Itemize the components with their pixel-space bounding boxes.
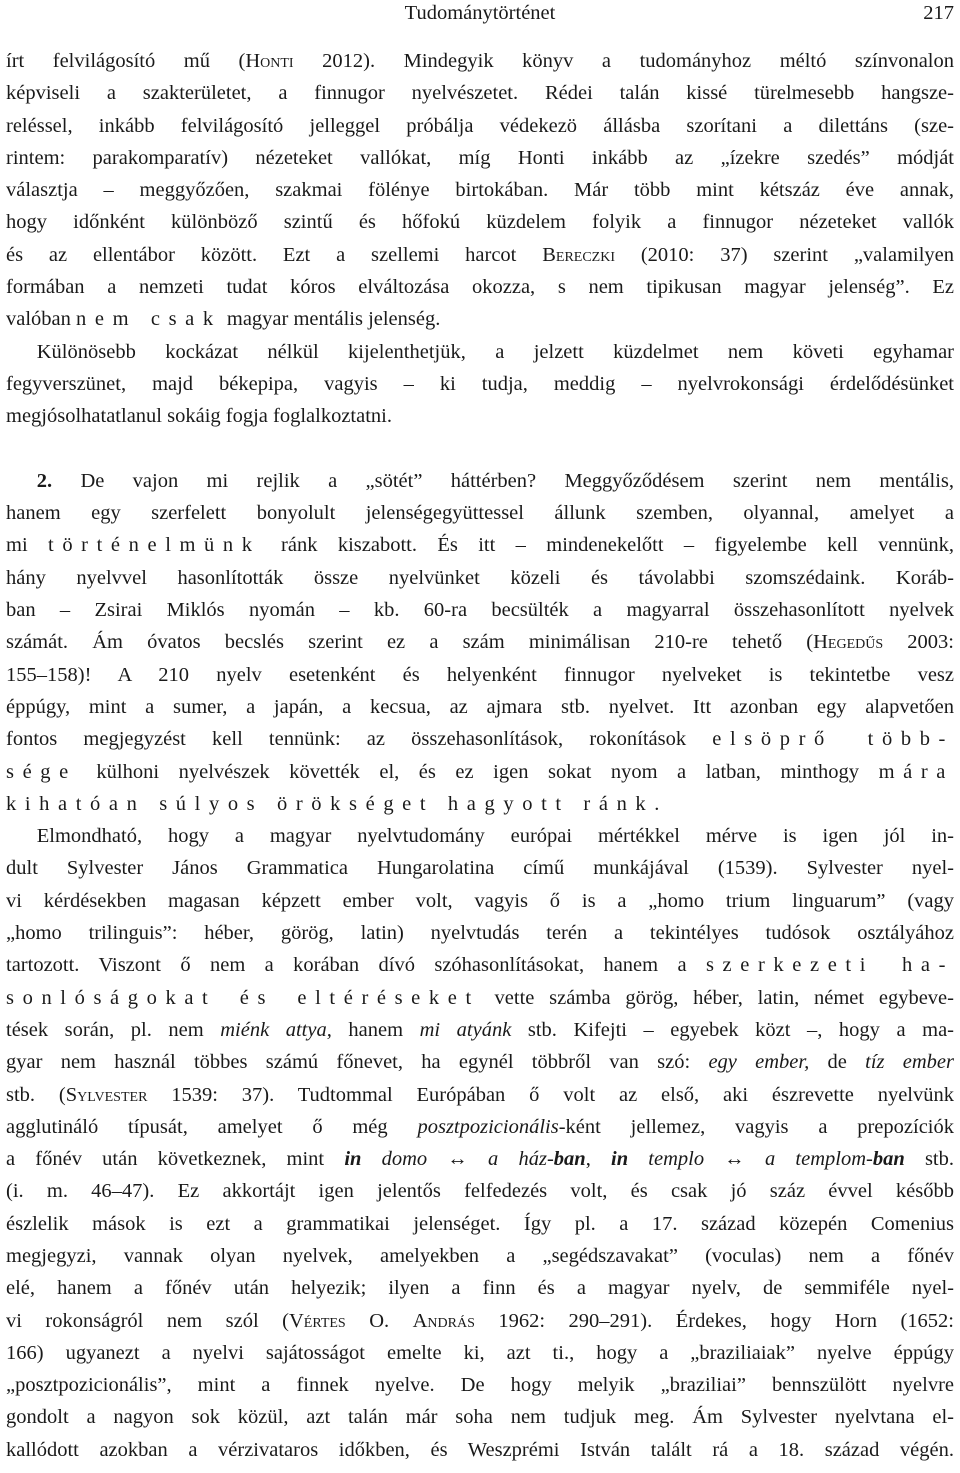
- text-run: képviseli a szakterületet, a finnugor nyelvészetet. Rédei talán kissé türelmesebb hangsze-: [6, 82, 954, 105]
- text-run: stb.: [904, 1148, 955, 1171]
- emphasis: a ház-: [488, 1148, 554, 1171]
- text-line: [6, 529, 954, 561]
- emphasis: miénk attya,: [220, 1018, 332, 1041]
- text-line: [6, 788, 954, 820]
- text-run: dult Sylvester János Grammatica Hungarolatina című munkájával (1539). Sylvester nyel-: [6, 857, 954, 880]
- emphasis: domo: [361, 1148, 428, 1171]
- text-line: [6, 626, 954, 658]
- text-line: [6, 852, 954, 884]
- text-line: [6, 239, 954, 271]
- text-run: O.: [345, 1309, 413, 1332]
- text-run: ,: [585, 1148, 612, 1171]
- text-line: [6, 691, 954, 723]
- text-run: fegyverszünet, majd békepipa, vagyis – ki tudja, meddig – nyelvrokonsági érdelődésünket: [6, 372, 954, 395]
- text-line: [6, 659, 954, 691]
- text-line: [6, 400, 954, 432]
- text-run: vette számba görög, héber, latin, német egybeve-: [479, 986, 954, 1009]
- paragraph-gap: [6, 433, 954, 465]
- text-run: 1539: 37). Tudtommal Európában ő volt az első, aki észrevette nyelvünk: [147, 1083, 955, 1106]
- text-line: [6, 756, 954, 788]
- text-run: vi kérdésekben magasan képzett ember volt, vagyis ő is a „homo trium linguarum” (vagy: [6, 889, 954, 912]
- emphasis: ban: [872, 1148, 905, 1171]
- text-run: 2003:: [883, 631, 954, 654]
- author-name: Sylvester: [65, 1083, 148, 1106]
- text-line: [6, 368, 954, 400]
- text-line: [6, 562, 954, 594]
- text-run: magyar mentális jelenség.: [221, 308, 441, 331]
- text-run: valóban: [6, 308, 77, 331]
- text-run: 166) ugyanezt a nyelvi sajátosságot emelte ki, azt ti., hogy a „braziliaiak” nyelve éppúgy: [6, 1341, 954, 1364]
- text-run: éppúgy, mint a sumer, a japán, a kecsua, az ajmara stb. nyelvet. Itt azonban egy alapvetően: [6, 695, 954, 718]
- author-name: Honti: [245, 50, 294, 72]
- text-run: stb. (: [6, 1083, 66, 1106]
- text-line: [6, 303, 954, 335]
- text-line: [6, 45, 954, 77]
- text-run: megjósolhatatlanul sokáig fogja foglalkoztatni.: [6, 405, 392, 428]
- text-line: [6, 465, 954, 497]
- text-run: rintem: parakomparatív) nézeteket vallókat, míg Honti inkább az „ízekre szedés” módját: [6, 146, 954, 169]
- page-number: 217: [923, 2, 954, 24]
- text-run: stb. Kifejti – egyebek közt –, hogy a ma-: [511, 1018, 954, 1041]
- text-run: ban – Zsirai Miklós nyomán – kb. 60-ra becsülték a magyarral összehasonlított nyelvek: [6, 599, 954, 622]
- text-line: [6, 271, 954, 303]
- text-run: megjegyzi, vannak olyan nyelvek, amelyekben a „segédszavakat” (voculas) nem a főnév: [6, 1244, 954, 1267]
- text-line: [6, 917, 954, 949]
- text-run: elé, hanem a főnév után helyezik; ilyen a finn és a magyar nyelv, de semmiféle nyel-: [6, 1277, 954, 1300]
- text-run: észlelik mások is ezt a grammatikai jelenséget. Így pl. a 17. század közepén Comenius: [6, 1212, 954, 1235]
- emphasis: ban: [553, 1148, 586, 1171]
- text-run: de: [809, 1051, 866, 1074]
- text-line: [6, 885, 954, 917]
- text-run: tartozott. Viszont ő nem a korában dívó szóhasonlításokat, hanem a: [6, 954, 706, 977]
- spaced-emphasis: mára: [878, 760, 954, 783]
- text-run: 1962: 290–291). Érdekes, hogy Horn (1652:: [474, 1309, 955, 1332]
- text-line: [6, 820, 954, 852]
- text-line: [6, 206, 954, 238]
- text-line: [6, 1369, 954, 1401]
- text-line: [6, 1175, 954, 1207]
- text-run: választja – meggyőzően, szakmai fölénye birtokában. Már több mint kétszáz éve annak,: [6, 179, 954, 202]
- text-line: [6, 594, 954, 626]
- spaced-emphasis: elsöprő több-: [712, 728, 954, 751]
- text-run: számát. Ám óvatos becslés szerint ez a szám minimálisan 210-re tehető (: [6, 631, 814, 654]
- spaced-emphasis: történelmünk: [48, 534, 261, 557]
- text-line: [6, 1143, 954, 1175]
- text-run: ↔: [427, 1148, 489, 1171]
- author-name: Hegedűs: [813, 631, 884, 654]
- text-line: [6, 1337, 954, 1369]
- text-run: hány nyelvvel hasonlították össze nyelvünket közeli és távolabbi szomszédaink. Koráb-: [6, 566, 954, 589]
- text-run: formában a nemzeti tudat kóros elváltozása okozza, s nem tipikusan magyar jelenség”. Ez: [6, 276, 954, 299]
- emphasis: 2.: [36, 469, 53, 492]
- emphasis: in: [611, 1148, 629, 1171]
- spaced-emphasis: nem csak: [76, 308, 222, 331]
- text-run: vi rokonságról nem szól (: [6, 1309, 289, 1332]
- text-line: [6, 1434, 954, 1466]
- text-run: ránk kiszabott. És itt – mindenekelőtt – figyelembe kell vennünk,: [260, 534, 954, 557]
- body-text: [6, 45, 954, 1466]
- running-head: [0, 2, 960, 28]
- text-run: „homo trilinguis”: héber, görög, latin) nyelvtudás terén a tekintélyes tudósok osztályához: [6, 922, 954, 945]
- emphasis: mi atyánk: [419, 1018, 512, 1041]
- spaced-emphasis: szerkezeti ha-: [705, 954, 955, 977]
- text-line: [6, 1046, 954, 1078]
- text-run: Különösebb kockázat nélkül kijelenthetjük, a jelzett küzdelmet nem követi egyhamar: [6, 340, 954, 363]
- text-line: [6, 1401, 954, 1433]
- text-run: gyar nem használ többes számú főnevet, ha egynél többről van szó:: [6, 1051, 709, 1074]
- text-run: külhoni nyelvészek követték el, és ez igen sokat nyom a latban, minthogy: [76, 760, 879, 783]
- text-run: ↔: [704, 1148, 765, 1171]
- text-line: [6, 1272, 954, 1304]
- emphasis: posztpozicionális: [417, 1115, 559, 1138]
- author-name: Vértes: [288, 1309, 346, 1332]
- text-line: [6, 1111, 954, 1143]
- text-line: [6, 723, 954, 755]
- emphasis: egy ember,: [708, 1051, 810, 1074]
- text-run: (2010: 37) szerint „valamilyen: [615, 243, 955, 266]
- emphasis: in: [344, 1148, 362, 1171]
- text-run: -ként jellemez, vagyis a prepozíciók: [558, 1115, 954, 1138]
- text-line: [6, 1079, 954, 1111]
- text-line: [6, 949, 954, 981]
- text-line: [6, 1240, 954, 1272]
- text-run: De vajon mi rejlik a „sötét” háttérben? Meggyőződésem szerint nem mentális,: [52, 469, 954, 492]
- text-run: agglutináló típusát, amelyet ő még: [6, 1115, 418, 1138]
- spaced-emphasis: sonlóságokat és eltéréseket: [6, 986, 480, 1009]
- text-line: [6, 1014, 954, 1046]
- text-run: hogy időnként különböző szintű és hőfokú küzdelem folyik a finnugor nézeteket vallók: [6, 211, 954, 234]
- text-run: 155–158)! A 210 nyelv esetenként és helyenként finnugor nyelveket is tekintetbe vesz: [6, 663, 954, 686]
- text-run: hanem: [331, 1018, 420, 1041]
- text-line: [6, 1208, 954, 1240]
- text-run: „posztpozicionális”, mint a finnek nyelve. De hogy melyik „braziliai” bennszülött nyelvre: [6, 1374, 954, 1397]
- text-run: fontos megjegyzést kell tennünk: az összehasonlítások, rokonítások: [6, 728, 713, 751]
- emphasis: templo: [628, 1148, 705, 1171]
- running-title: Tudománytörténet: [404, 2, 556, 24]
- author-name: András: [412, 1309, 475, 1332]
- text-run: [6, 470, 37, 492]
- text-run: mi: [6, 534, 49, 557]
- text-line: [6, 110, 954, 142]
- text-run: hanem egy szerfelett bonyolult jelenségegyüttessel állunk szemben, olyannal, amelyet a: [6, 502, 954, 525]
- emphasis: a templom-: [764, 1148, 873, 1171]
- text-run: és az ellentábor között. Ezt a szellemi harcot: [6, 243, 543, 266]
- text-run: (i. m. 46–47). Ez akkortájt igen jelentős felfedezés volt, és csak jó száz évvel később: [6, 1180, 954, 1203]
- text-line: [6, 142, 954, 174]
- text-run: írt felvilágosító mű (: [6, 50, 246, 72]
- text-run: 2012). Mindegyik könyv a tudományhoz méltó színvonalon: [293, 50, 954, 72]
- text-run: tések során, pl. nem: [6, 1018, 221, 1041]
- text-run: a főnév után következnek, mint: [6, 1148, 345, 1171]
- text-run: gondolt a nagyon sok közül, azt talán már soha nem tudjuk meg. Ám Sylvester nyelvtana el-: [6, 1406, 954, 1429]
- text-line: [6, 982, 954, 1014]
- spaced-emphasis: kihatóan súlyos örökséget hagyott ránk.: [6, 792, 669, 815]
- emphasis: tíz ember: [865, 1051, 954, 1074]
- text-run: reléssel, inkább felvilágosító jelleggel próbálja védekezö állásba szorítani a dilettáns (sze-: [6, 114, 954, 137]
- text-line: [6, 1305, 954, 1337]
- spaced-emphasis: sége: [6, 760, 77, 783]
- text-line: [6, 497, 954, 529]
- text-line: [6, 77, 954, 109]
- text-line: [6, 336, 954, 368]
- text-line: [6, 174, 954, 206]
- text-run: kallódott azokban a vérzivataros időkben, és Weszprémi István talált rá a 18. század végén.: [6, 1438, 954, 1461]
- text-run: Elmondható, hogy a magyar nyelvtudomány európai mértékkel mérve is igen jól in-: [6, 825, 954, 848]
- author-name: Bereczki: [542, 243, 615, 266]
